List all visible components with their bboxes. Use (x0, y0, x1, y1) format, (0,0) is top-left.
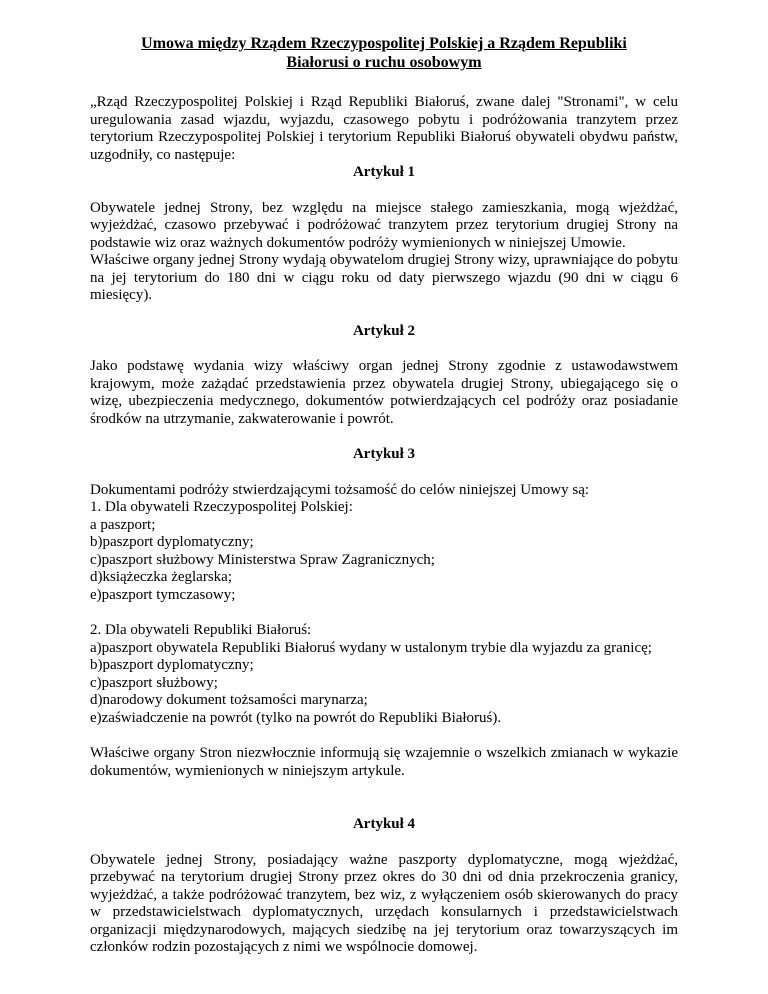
list-item: d)książeczka żeglarska; (90, 569, 232, 585)
list-item: d)narodowy dokument tożsamości marynarza; (90, 692, 368, 708)
list-item: a paszport; (90, 516, 156, 533)
article-3-intro: Dokumentami podróży stwierdzającymi tożsamość do celów niniejszej Umowy są: (90, 481, 590, 498)
polish-documents-heading: 1. Dla obywateli Rzeczypospolitej Polskiej: (90, 499, 353, 515)
article-4-paragraph-1: Obywatele jednej Strony, posiadający ważne paszporty dyplomatyczne, mogą wjeżdżać, przebywać na terytorium drugiej Strony przez okres do 30 dni od dnia przekroczenia granicy, wyjeżdżać, a także podróżować tranzytem, bez wiz, z wyłączeniem osób skierowanych do pracy w przedstawicielstwach dyplomatycznych, urzędach konsularnych i przedstawicielstwach organizacji międzynarodowych, mających siedzibę na jej terytorium oraz towarzyszących im członków rodzin pozostających z nimi we wspólnocie domowej. (90, 851, 678, 955)
article-2-paragraph-1: Jako podstawę wydania wizy właściwy organ jednej Strony zgodnie z ustawodawstwem krajowym, może zażądać przedstawienia przez obywatela drugiej Strony, ubiegającego się o wizę, ubezpieczenia medycznego, dokumentów potwierdzających cel podróży oraz posiadanie środków na utrzymanie, zakwaterowanie i powrót. (90, 358, 678, 427)
document-title (90, 34, 678, 72)
title-line-2: Białorusi o ruchu osobowym (286, 54, 482, 71)
article-3-belarusian-documents (90, 622, 678, 727)
article-3-polish-documents (90, 482, 678, 605)
article-4-heading: Artykuł 4 (352, 816, 416, 832)
belarusian-documents-heading: 2. Dla obywateli Republiki Białoruś: (90, 622, 312, 638)
preamble: „Rząd Rzeczypospolitej Polskiej i Rząd Republiki Białoruś, zwane dalej "Stronami", w celu uregulowania zasad wjazdu, wyjazdu, czasowego pobytu i podróżowania tranzytem przez terytorium Rzeczypospolitej Polskiej i terytorium Republiki Białoruś obywateli obydwu państw, uzgodniły, co następuje: (90, 94, 678, 163)
list-item: a)paszport obywatela Republiki Białoruś wydany w ustalonym trybie dla wyjazdu za granicę; (90, 639, 652, 656)
list-item: c)paszport służbowy Ministerstwa Spraw Zagranicznych; (90, 551, 435, 568)
title-line-1: Umowa między Rządem Rzeczypospolitej Polskiej a Rządem Republiki (141, 35, 627, 52)
list-item: e)paszport tymczasowy; (90, 586, 236, 603)
article-3-heading: Artykuł 3 (352, 446, 416, 462)
article-2-heading: Artykuł 2 (352, 322, 416, 339)
list-item: b)paszport dyplomatyczny; (90, 657, 254, 673)
article-1-paragraph-2: Właściwe organy jednej Strony wydają obywatelom drugiej Strony wizy, uprawniające do pobytu na jej terytorium do 180 dni w ciągu roku od daty pierwszego wjazdu (90 dni w ciągu 6 miesięcy). (90, 252, 678, 303)
article-3-closing: Właściwe organy Stron niezwłocznie informują się wzajemnie o wszelkich zmianach w wykazie dokumentów, wymienionych w niniejszym artykule. (90, 745, 678, 779)
list-item: b)paszport dyplomatyczny; (90, 534, 254, 550)
article-1-paragraph-1: Obywatele jednej Strony, bez względu na miejsce stałego zamieszkania, mogą wjeżdżać, wyjeżdżać, czasowo przebywać i podróżować tranzytem przez terytorium drugiej Strony na podstawie wiz oraz ważnych dokumentów podróży wymienionych w niniejszej Umowie. (90, 199, 678, 251)
list-item: e)zaświadczenie na powrót (tylko na powrót do Republiki Białoruś). (90, 709, 502, 726)
article-1-heading: Artykuł 1 (352, 164, 416, 180)
list-item: c)paszport służbowy; (90, 674, 218, 691)
